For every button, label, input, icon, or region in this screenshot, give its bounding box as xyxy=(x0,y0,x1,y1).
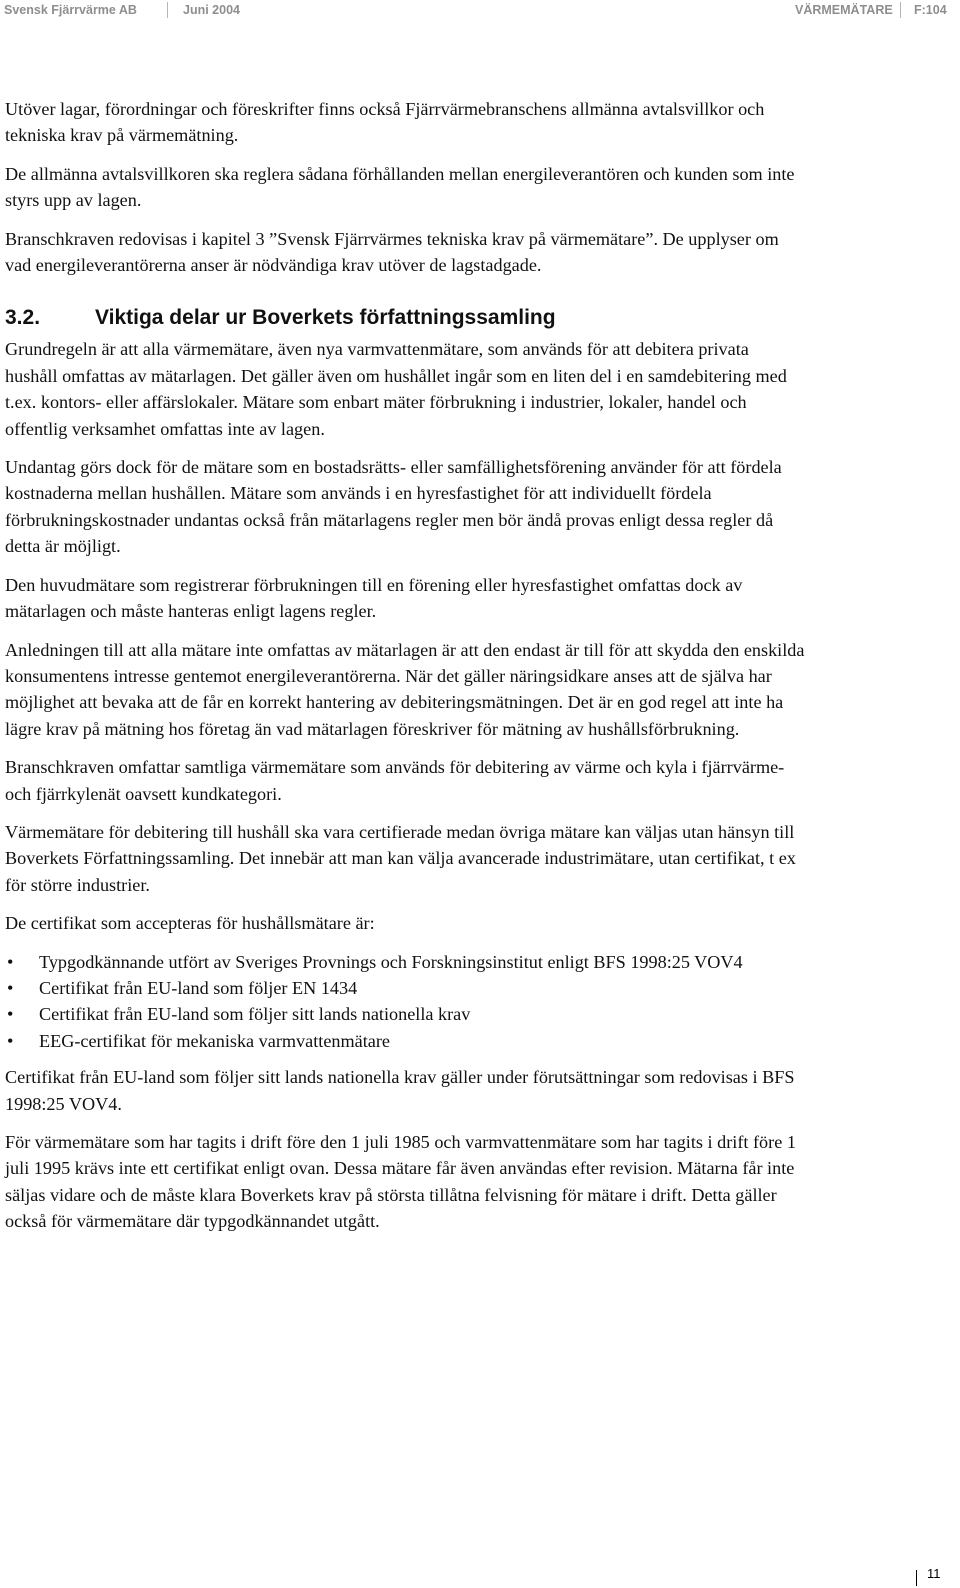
body-paragraph: Undantag görs dock för de mätare som en bostadsrätts- eller samfällighetsförening använder för att fördela kostnaderna mellan hushållen. Mätare som används i en hyresfastighet för att individuellt fördela förbrukningskostnader undantas också från mätarlagens regler men bör ändå provas enligt dessa regler då detta är möjligt. xyxy=(5,457,782,557)
body-paragraph: Anledningen till att alla mätare inte omfattas av mätarlagen är att den endast är till för att skydda den enskilda konsumentens intresse gentemot energileverantörerna. När det gäller näringsidkare anses att de själva har möjlighet att bevaka att de får en korrekt hantering av debiteringsmätningen. Det är en god regel att inte ha lägre krav på mätning hos företag än vad mätarlagen föreskriver för mätning av hushållsförbrukning. xyxy=(5,639,805,739)
body-paragraph: Värmemätare för debitering till hushåll ska vara certifierade medan övriga mätare kan väljas utan hänsyn till Boverkets Författningssamling. Det innebär att man kan välja avancerade industrimätare, utan certifikat, t ex för större industrier. xyxy=(5,821,796,895)
certificate-list xyxy=(5,949,805,1055)
header-company: Svensk Fjärrvärme AB xyxy=(4,3,137,17)
body-paragraph: Certifikat från EU-land som följer sitt lands nationella krav gäller under förutsättningar som redovisas i BFS 1998:25 VOV4. xyxy=(5,1067,795,1114)
header-doc-title: VÄRMEMÄTARE xyxy=(795,3,893,17)
bullet-icon: • xyxy=(7,1004,14,1025)
list-item: • Certifikat från EU-land som följer EN 1434 xyxy=(5,975,805,1001)
header-divider xyxy=(900,2,901,18)
intro-paragraph: De allmänna avtalsvillkoren ska reglera sådana förhållanden mellan energileverantören och kunden som inte styrs upp av lagen. xyxy=(5,163,795,211)
page-number: 11 xyxy=(927,1566,941,1581)
header-date: Juni 2004 xyxy=(183,3,240,17)
body-paragraph: De certifikat som accepteras för hushållsmätare är: xyxy=(5,913,375,934)
intro-paragraph: Utöver lagar, förordningar och föreskrifter finns också Fjärrvärmebranschens allmänna avtalsvillkor och tekniska krav på värmemätning. xyxy=(5,99,765,146)
section-title: Viktiga delar ur Boverkets författningssamling xyxy=(95,306,556,330)
intro-paragraph: Branschkraven redovisas i kapitel 3 ”Svensk Fjärrvärmes tekniska krav på värmemätare”. De upplyser om vad energileverantörerna anser är nödvändiga krav utöver de lagstadgade. xyxy=(5,228,779,276)
bullet-icon: • xyxy=(7,977,14,998)
list-item: • EEG-certifikat för mekaniska varmvattenmätare xyxy=(5,1028,805,1054)
bullet-icon: • xyxy=(7,951,14,972)
body-paragraph: Grundregeln är att alla värmemätare, även nya varmvattenmätare, som används för att debitera privata hushåll omfattas av mätarlagen. Det gäller även om hushållet ingår som en liten del i en samdebitering med t.ex. kontors- eller affärslokaler. Mätare som enbart mäter förbrukning i industrier, lokaler, handel och offentlig verksamhet omfattas inte av lagen. xyxy=(5,339,787,439)
document-body xyxy=(5,96,805,1247)
bullet-icon: • xyxy=(7,1030,14,1051)
body-paragraph: Den huvudmätare som registrerar förbrukningen till en förening eller hyresfastighet omfattas dock av mätarlagen och måste hanteras enligt lagens regler. xyxy=(5,574,743,622)
section-number: 3.2. xyxy=(5,306,41,330)
list-item: • Typgodkännande utfört av Sveriges Provnings och Forskningsinstitut enligt BFS 1998:25 VOV4 xyxy=(5,949,805,975)
header-divider xyxy=(167,2,168,18)
page-header xyxy=(0,0,960,22)
header-doc-code: F:104 xyxy=(914,3,947,17)
body-paragraph: För värmemätare som har tagits i drift före den 1 juli 1985 och varmvattenmätare som har tagits i drift före 1 juli 1995 krävs inte ett certifikat enligt ovan. Dessa mätare får även användas efter revision. Mätarna får inte säljas vidare och de måste klara Boverkets krav på största tillåtna felvisning för mätare i drift. Detta gäller också för värmemätare där typgodkännandet utgått. xyxy=(5,1132,796,1232)
section-heading xyxy=(5,304,805,332)
body-paragraph: Branschkraven omfattar samtliga värmemätare som används för debitering av värme och kyla i fjärrvärme- och fjärrkylenät oavsett kundkategori. xyxy=(5,757,785,804)
footer-divider xyxy=(916,1570,917,1586)
list-item: • Certifikat från EU-land som följer sitt lands nationella krav xyxy=(5,1001,805,1027)
